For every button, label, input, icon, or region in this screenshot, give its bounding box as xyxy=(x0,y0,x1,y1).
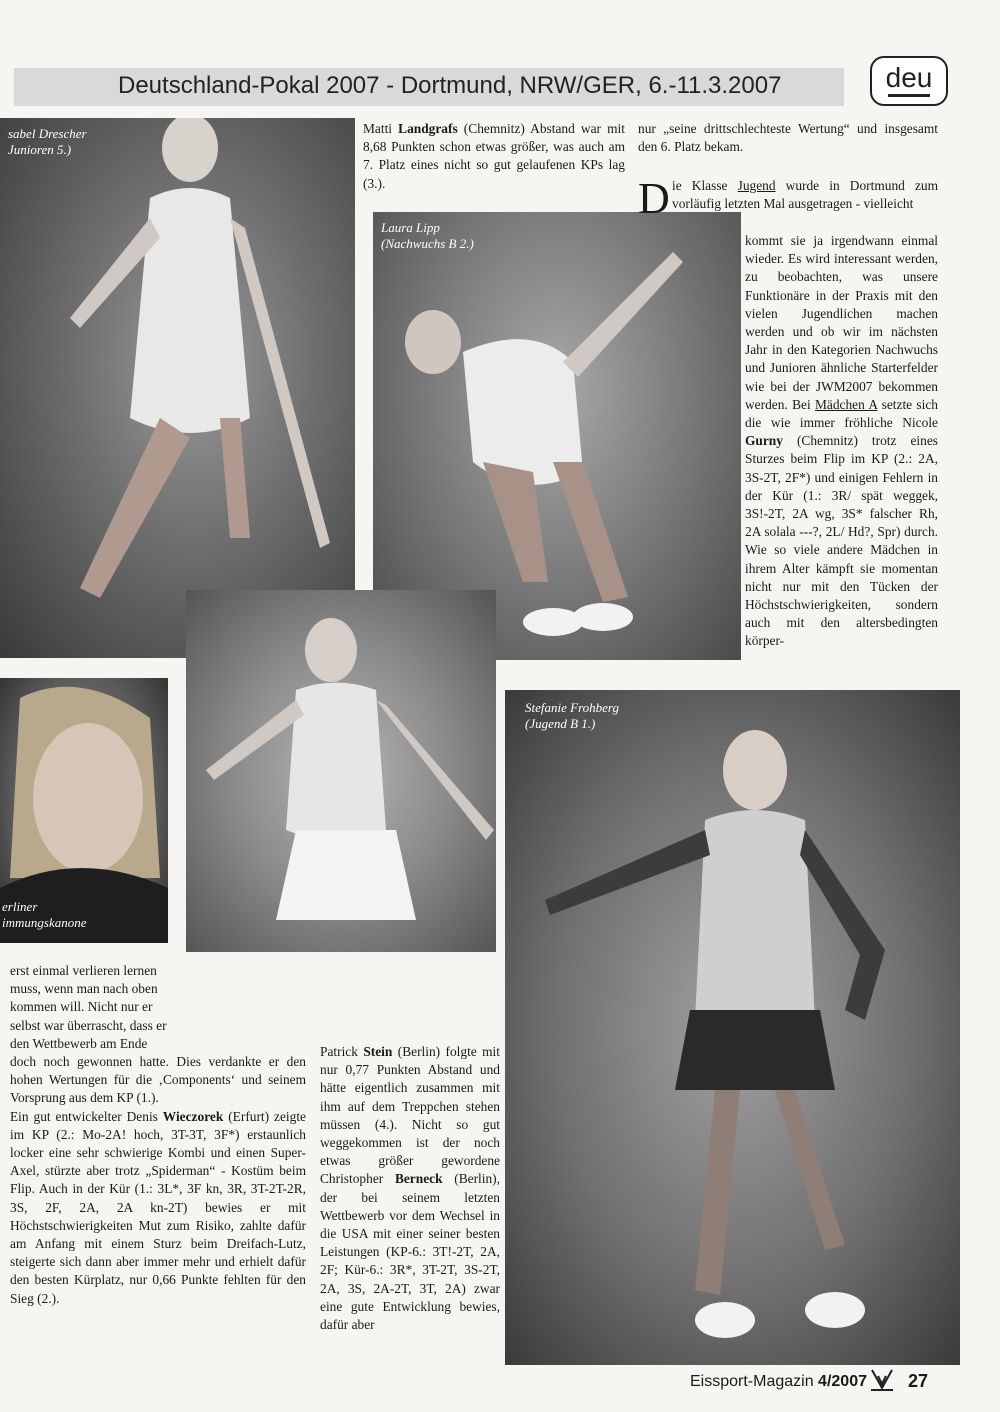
magazine-name: Eissport-Magazin xyxy=(690,1373,819,1390)
article-column-right xyxy=(745,232,938,651)
article-column-middle-lower xyxy=(320,1043,500,1334)
category-name: Mädchen A xyxy=(814,396,878,412)
text-run: (Berlin) folgte mit nur 0,77 Punkten Abstand und hätte eigentlich zusammen mit ihm auf dem Treppchen stehen müssen (4.). Nicht so gut weggekommen ist der noch etwas größer gewordene Christopher xyxy=(320,1044,500,1187)
text-run: Ein gut entwickelter Denis xyxy=(10,1108,163,1124)
text-run: (Chemnitz) Abstand war mit 8,68 Punkten schon etwas größer, was auch am 7. Platz eines nicht so gut gelaufenen KPs lag (3.). xyxy=(363,121,625,191)
text-run: Patrick xyxy=(320,1044,364,1059)
issue-number: 4/2007 xyxy=(818,1373,867,1390)
caption-name: Stefanie Frohberg xyxy=(525,700,619,715)
article-column-left-upper xyxy=(10,962,182,1053)
photo-skater-center xyxy=(186,590,496,952)
caption-name: Laura Lipp xyxy=(381,220,440,235)
text-run: (Chemnitz) trotz eines Sturzes beim Flip im KP (2.: 2A, 3S-2T, 2F*) und einigen Fehlern in der Kür (1.: 3R/ spät weggek, 3S!-2T, 2A wg, 3S* falscher Rh, 2A solala ---?, 2L/ Hd?, Spr) durch. Wie so viele andere Mädchen in ihrem Alter kämpft sie momentan nicht nur mit den Tücken der Höchstschwierigkeiten, sondern auch mit den altersbedingten körper- xyxy=(745,433,938,649)
text-paragraph: erst einmal verlieren lernen muss, wenn man nach oben kommen will. Nicht nur er selbst war überrascht, dass er den Wettbewerb am Ende xyxy=(10,963,167,1051)
caption-category: (Jugend B 1.) xyxy=(525,716,596,731)
footer-magazine xyxy=(690,1373,867,1391)
text-run: setzte sich die wie immer fröhliche Nicole xyxy=(745,396,938,431)
skater-name: Stein xyxy=(363,1044,393,1059)
skater-name: Berneck xyxy=(394,1171,443,1187)
article-column-top-right xyxy=(638,120,938,156)
category-name: Jugend xyxy=(737,178,776,193)
text-run: (Erfurt) zeigte im KP (2.: Mo-2A! hoch, 3T-3T, 3F*) erstaunlich locker eine sehr schwierige Kombi und einen Super-Axel, stürzte aber trotz „Spiderman“ - Kostüm beim Flip. Auch in der Kür (1.: 3L*, 3F kn, 3R, 3T-2T-2R, 3S, 2F, 2A, 2A kn-2T) bewies er mit Höchstschwierigkeiten Mut zum Risiko, zahlte dafür am Anfang mit einem Sturz beim Dreifach-Lutz, steigerte sich dann aber immer mehr und erhielt dafür den besten Kürplatz, nur 0,66 Punkte fehlten für den Sieg (2.). xyxy=(10,1108,306,1306)
photo-isabel-drescher xyxy=(0,118,355,658)
deu-logo xyxy=(870,56,948,106)
page-title: Deutschland-Pokal 2007 - Dortmund, NRW/GER, 6.-11.3.2007 xyxy=(118,72,782,99)
photo-berliner-portrait xyxy=(0,678,168,943)
text-run: ie Klasse xyxy=(672,178,738,193)
skater-figure-icon xyxy=(186,590,496,952)
caption-category: (Nachwuchs B 2.) xyxy=(381,236,474,251)
logo-underline xyxy=(888,94,930,97)
skater-name: Wieczorek xyxy=(162,1108,224,1124)
text-run: wurde in Dortmund zum vorläufig letzten Mal ausgetragen - vielleicht xyxy=(672,178,939,212)
caption-category: immungskanone xyxy=(2,915,87,930)
article-column-right-intro xyxy=(672,177,938,213)
page-number: 27 xyxy=(908,1371,929,1391)
skater-figure-icon xyxy=(0,118,355,658)
article-column-top-middle xyxy=(363,120,625,193)
text-run: Matti xyxy=(363,121,399,136)
skater-name: Gurny xyxy=(745,433,783,449)
text-paragraph: doch noch gewonnen hatte. Dies verdankte er den hohen Wertungen für die ‚Components‘ und seinem Vorsprung aus dem KP (1.). xyxy=(10,1054,306,1106)
caption-name: erliner xyxy=(2,899,38,914)
photo-stefanie-frohberg xyxy=(505,690,960,1365)
skater-name: Landgrafs xyxy=(398,121,458,136)
text-run: (Berlin), der bei seinem letzten Wettbewerb vor dem Wechsel in die USA mit einer seiner besten Leistungen (KP-6.: 3T!-2T, 2A, 2F; Kür-6.: 3R*, 3T-2T, 3S-2T, 2A, 3S, 2A-2T, 3T, 2A) zwar eine gute Entwicklung bewies, dafür aber xyxy=(320,1171,500,1333)
skater-figure-icon xyxy=(505,690,960,1365)
caption-category: Junioren 5.) xyxy=(8,142,72,157)
skate-logo-icon xyxy=(868,1366,896,1394)
caption-name: sabel Drescher xyxy=(8,126,87,141)
drop-cap: D xyxy=(638,174,670,223)
article-column-left-lower xyxy=(10,1053,306,1308)
text-run: kommt sie ja irgendwann einmal wieder. Es wird interessant werden, zu beobachten, was unsere Funktionäre in der Praxis mit den vielen Jugendlichen machen werden und ob wir im nächsten Jahr in den Kategorien Nachwuchs und Junioren ähnliche Starterfelder wie bei der JWM2007 bekommen werden. Bei xyxy=(745,233,938,412)
text-paragraph: nur „seine drittschlechteste Wertung“ und insgesamt den 6. Platz bekam. xyxy=(638,121,938,155)
logo-text: deu xyxy=(885,62,933,93)
